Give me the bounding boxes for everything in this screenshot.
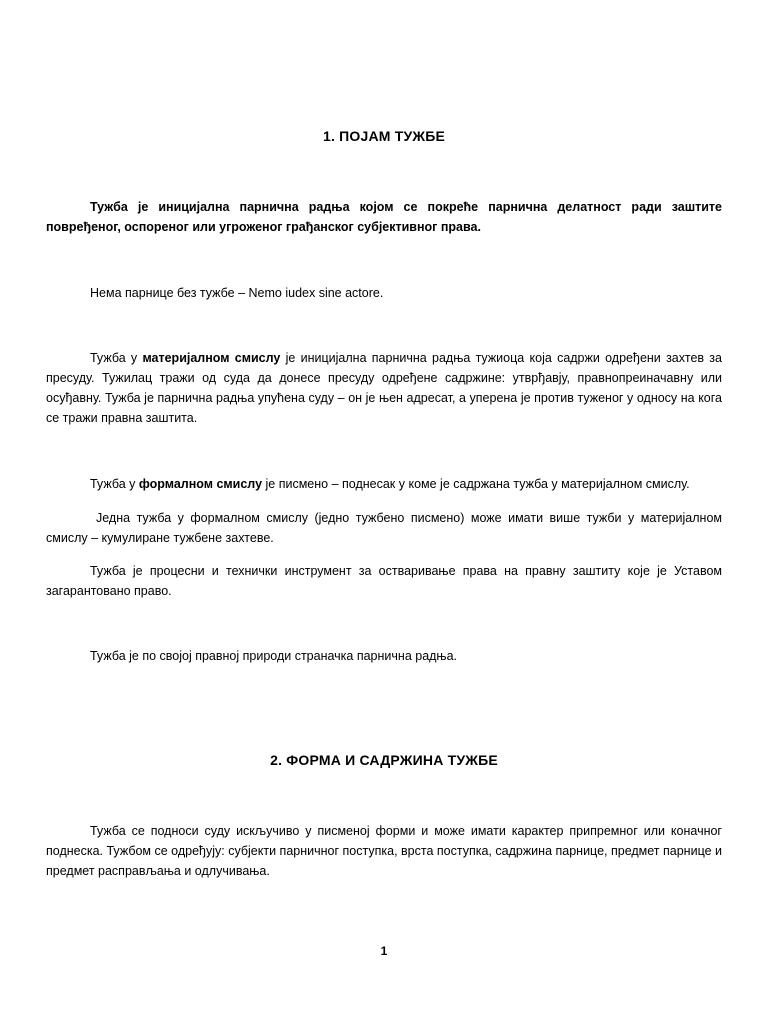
paragraph-definition bbox=[46, 197, 722, 237]
text-fragment: Тужба у bbox=[90, 351, 143, 365]
definition-bold-text: Тужба је иницијална парнична радња којом се покреће парнична делатност ради заштите повређеног, оспореног или угроженог грађанског субјективног права. bbox=[46, 200, 722, 234]
paragraph-material-sense bbox=[46, 348, 722, 428]
paragraph-nature: Тужба је по својој правној природи страначка парнична радња. bbox=[90, 649, 458, 663]
bold-term-formal: формалном смислу bbox=[138, 477, 263, 491]
bold-term-material: материјалном смислу bbox=[142, 351, 281, 365]
paragraph-multiple-claims: Једна тужба у формалном смислу (једно тужбено писмено) може имати више тужби у материјалном смислу – кумулиране тужбене захтеве. bbox=[46, 511, 722, 545]
page-number: 1 bbox=[380, 944, 388, 958]
text-fragment: је писмено – поднесак у коме је садржана тужба у материјалном смислу. bbox=[262, 477, 690, 491]
paragraph-formal-sense bbox=[46, 474, 722, 494]
text-fragment: је иницијална парнична радња тужиоца која садржи одређени захтев за пресуду. Тужилац тражи од суда да донесе пресуду одређене садржине: утврђавју, правнопреиначавну или осуђавну. Тужба је парнична радња упућена суду – он је њен адресат, а уперена је против туженог у односу на кога се тражи правна заштита. bbox=[46, 351, 722, 425]
section-heading-1: 1. ПОЈАМ ТУЖБЕ bbox=[322, 128, 446, 144]
paragraph-instrument: Тужба је процесни и технички инструмент за остваривање права на правну заштиту које је Уставом загарантовано право. bbox=[46, 564, 722, 598]
paragraph-nemo-iudex: Нема парнице без тужбе – Nemo iudex sine actore. bbox=[90, 286, 384, 300]
text-fragment: Тужба у bbox=[90, 477, 139, 491]
section-heading-2: 2. ФОРМА И САДРЖИНА ТУЖБЕ bbox=[270, 752, 498, 768]
paragraph-form-content: Тужба се подноси суду искључиво у писменој форми и може имати карактер припремног или коначног поднеска. Тужбом се одређују: субјекти парничног поступка, врста поступка, садржина парнице, предмет парнице и предмет расправљања и одлучивања. bbox=[46, 824, 722, 878]
